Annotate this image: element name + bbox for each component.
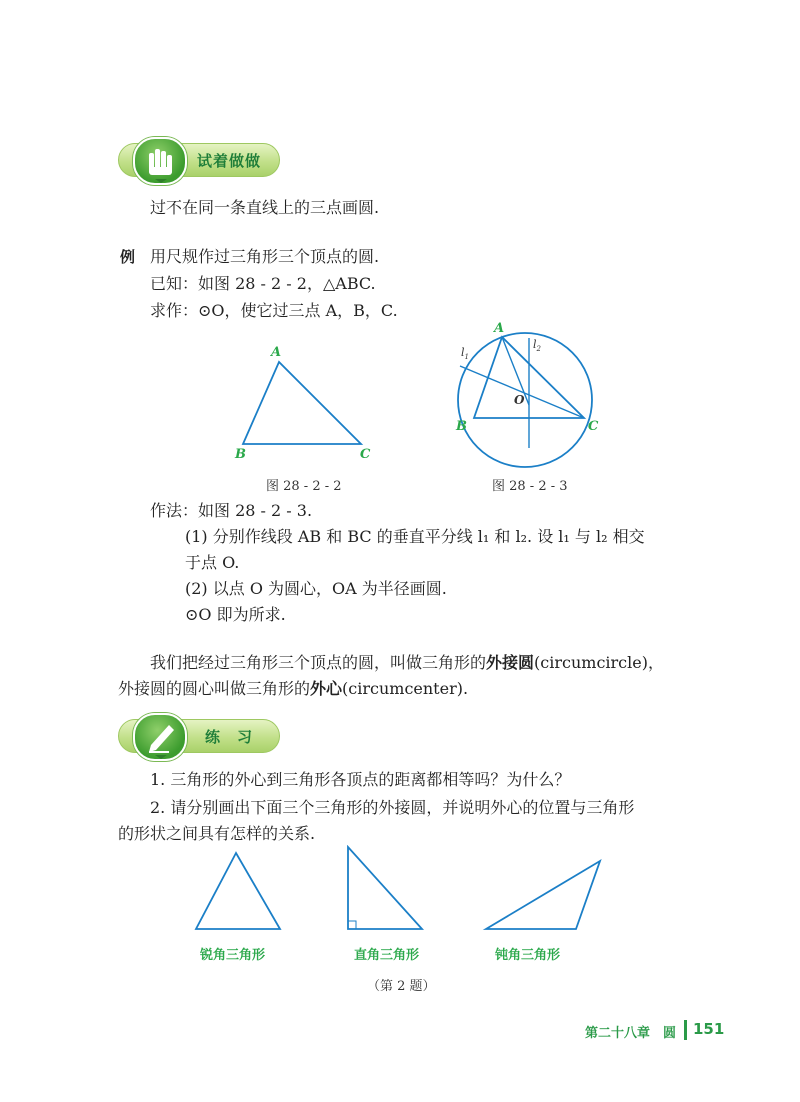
definition-line2-post: (circumcenter). [342,679,469,698]
footer-chapter: 第二十八章 圆 [585,1026,677,1041]
exercise-q1: 1. 三角形的外心到三角形各顶点的距离都相等吗？为什么？ [150,770,571,789]
method-step1-line1: (1) 分别作线段 AB 和 BC 的垂直平分线 l₁ 和 l₂. 设 l₁ 与 l₂ 相交 [185,527,645,546]
method-step2: (2) 以点 O 为圆心，OA 为半径画圆. [185,579,447,598]
hand-counting-icon [133,137,187,185]
try-section-text: 过不在同一条直线上的三点画圆. [150,198,380,217]
example-tag: 例 [120,248,136,266]
definition-line1 [150,652,664,674]
bisector-l1 [460,366,584,418]
acute-triangle-label: 锐角三角形 [200,948,266,963]
exercise-figure-caption: （第 2 题） [367,979,436,994]
figure-28-2-3 [450,318,610,468]
example-title: 用尺规作过三角形三个顶点的圆. [150,247,380,266]
obtuse-triangle-label: 钝角三角形 [495,948,561,963]
circumcircle [458,333,592,467]
method-step1-line2: 于点 O. [185,553,240,572]
vertex-a-label: A [494,321,505,336]
pencil-icon [133,713,187,761]
vertex-c-label: C [360,447,371,462]
definition-line1-post: (circumcircle)， [534,653,664,672]
footer-divider [684,1020,687,1040]
line-l1-label: $l_1$ [461,346,469,361]
vertex-c-label: C [588,419,599,434]
method-result: ⊙O 即为所求. [185,605,286,624]
method-lead: 作法：如图 28 - 2 - 3. [150,501,313,520]
example-given: 已知：如图 28 - 2 - 2，△ABC. [150,274,376,293]
exercise-q2-line1: 2. 请分别画出下面三个三角形的外接圆，并说明外心的位置与三角形 [150,798,635,817]
figure-28-2-2 [225,340,405,470]
exercise-title: 练 习 [205,728,254,746]
term-circumcenter: 外心 [310,679,343,698]
definition-line2-pre: 外接圆的圆心叫做三角形的 [118,679,311,698]
vertex-a-label: A [271,345,282,360]
exercise-q2-line2: 的形状之间具有怎样的关系. [118,824,316,843]
figure-28-2-2-caption: 图 28 - 2 - 2 [266,479,342,494]
page-number: 151 [693,1020,725,1038]
triangles-figure [190,845,630,935]
center-o-label: O [514,393,525,407]
line-l2-label: $l_2$ [533,338,541,353]
definition-line2 [118,678,468,700]
obtuse-triangle [486,861,600,929]
right-triangle [348,847,422,929]
example-construct: 求作：⊙O，使它过三点 A，B，C. [150,301,398,320]
triangle-abc [243,362,361,444]
right-angle-mark [348,921,356,929]
try-section-title: 试着做做 [197,152,262,170]
definition-line1-pre: 我们把经过三角形三个顶点的圆，叫做三角形的 [150,653,487,672]
vertex-b-label: B [235,447,246,462]
term-circumcircle: 外接圆 [486,653,535,672]
vertex-b-label: B [456,419,467,434]
right-triangle-label: 直角三角形 [354,948,420,963]
acute-triangle [196,853,280,929]
figure-28-2-3-caption: 图 28 - 2 - 3 [492,479,568,494]
